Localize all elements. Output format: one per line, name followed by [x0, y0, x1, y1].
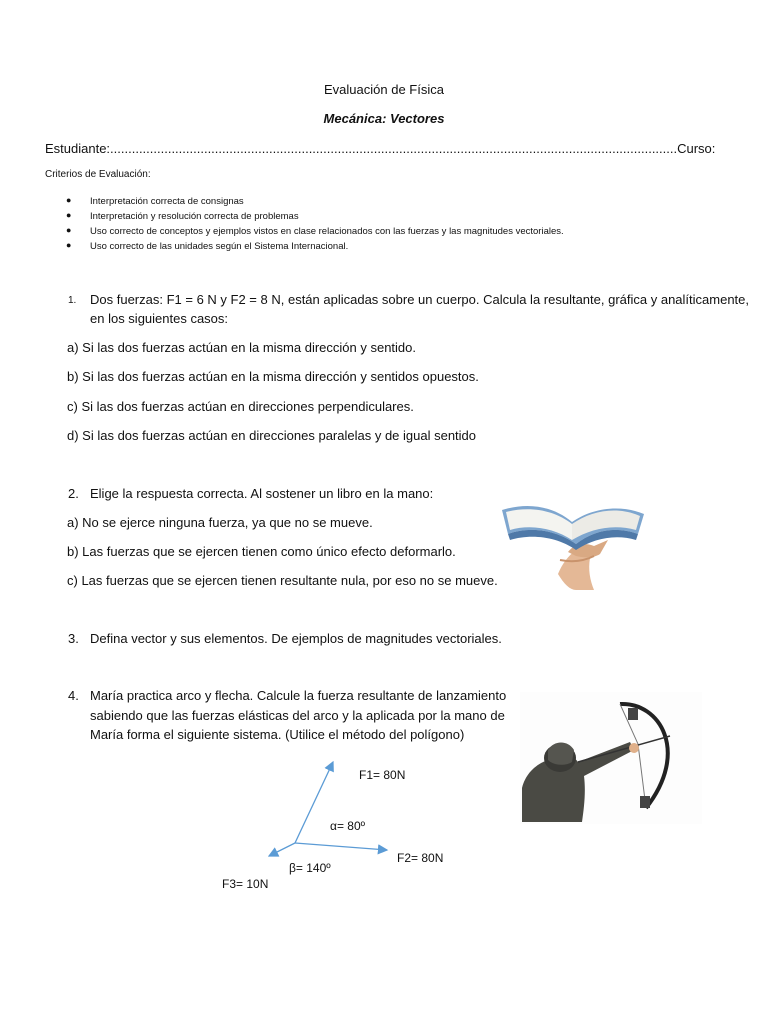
f1-label: F1= 80N [359, 768, 406, 782]
question-1-option-c: c) Si las dos fuerzas actúan en direcciones perpendiculares. [67, 399, 414, 414]
student-course-line: Estudiante:.............................................................................................................................................................Curso: [45, 141, 716, 156]
question-number: 1. [68, 295, 77, 306]
question-1-option-d: d) Si las dos fuerzas actúan en direcciones paralelas y de igual sentido [67, 428, 477, 443]
question-number: 3. [68, 631, 79, 646]
question-1-text: Dos fuerzas: F1 = 6 N y F2 = 8 N, están aplicadas sobre un cuerpo. Calcula la resultante, gráfica y analíticamente, [90, 292, 750, 307]
question-4-text-cont: María forma el siguiente sistema. (Utilice el método del polígono) [90, 727, 465, 742]
criteria-item: Uso correcto de las unidades según el Sistema Internacional. [90, 241, 349, 252]
bullet-icon: ● [66, 240, 72, 250]
archer-image [520, 692, 702, 824]
criteria-item: Interpretación y resolución correcta de problemas [90, 211, 299, 222]
question-4-text: María practica arco y flecha. Calcule la fuerza resultante de lanzamiento [90, 688, 507, 703]
question-1-option-b: b) Si las dos fuerzas actúan en la misma dirección y sentidos opuestos. [67, 369, 479, 384]
bullet-icon: ● [66, 210, 72, 220]
criteria-item: Uso correcto de conceptos y ejemplos vistos en clase relacionados con las fuerzas y las magnitudes vectoriales. [90, 226, 564, 237]
book-in-hand-image [498, 500, 648, 590]
question-2-text: Elige la respuesta correcta. Al sostener un libro en la mano: [90, 486, 434, 501]
question-1-option-a: a) Si las dos fuerzas actúan en la misma dirección y sentido. [67, 340, 417, 355]
beta-label: β= 140º [289, 861, 331, 875]
alpha-label: α= 80º [330, 819, 366, 833]
question-2-option-a: a) No se ejerce ninguna fuerza, ya que no se mueve. [67, 515, 373, 530]
vector-f2-arrow [295, 843, 387, 850]
question-2-option-b: b) Las fuerzas que se ejercen tienen como único efecto deformarlo. [67, 544, 456, 559]
question-number: 4. [68, 688, 79, 703]
vector-f1-arrow [295, 762, 333, 843]
question-4-text-cont: sabiendo que las fuerzas elásticas del arco y la aplicada por la mano de [90, 708, 505, 723]
criteria-title: Criterios de Evaluación: [45, 169, 151, 180]
page-title: Evaluación de Física [324, 82, 444, 97]
f3-label: F3= 10N [222, 877, 269, 891]
question-number: 2. [68, 486, 79, 501]
bullet-icon: ● [66, 225, 72, 235]
vector-f3-arrow [269, 843, 295, 856]
criteria-item: Interpretación correcta de consignas [90, 196, 244, 207]
question-2-option-c: c) Las fuerzas que se ejercen tienen resultante nula, por eso no se mueve. [67, 573, 498, 588]
page-subtitle: Mecánica: Vectores [323, 111, 445, 126]
question-1-text-cont: en los siguientes casos: [90, 311, 229, 326]
question-3-text: Defina vector y sus elementos. De ejemplos de magnitudes vectoriales. [90, 631, 502, 646]
bullet-icon: ● [66, 195, 72, 205]
f2-label: F2= 80N [397, 851, 444, 865]
